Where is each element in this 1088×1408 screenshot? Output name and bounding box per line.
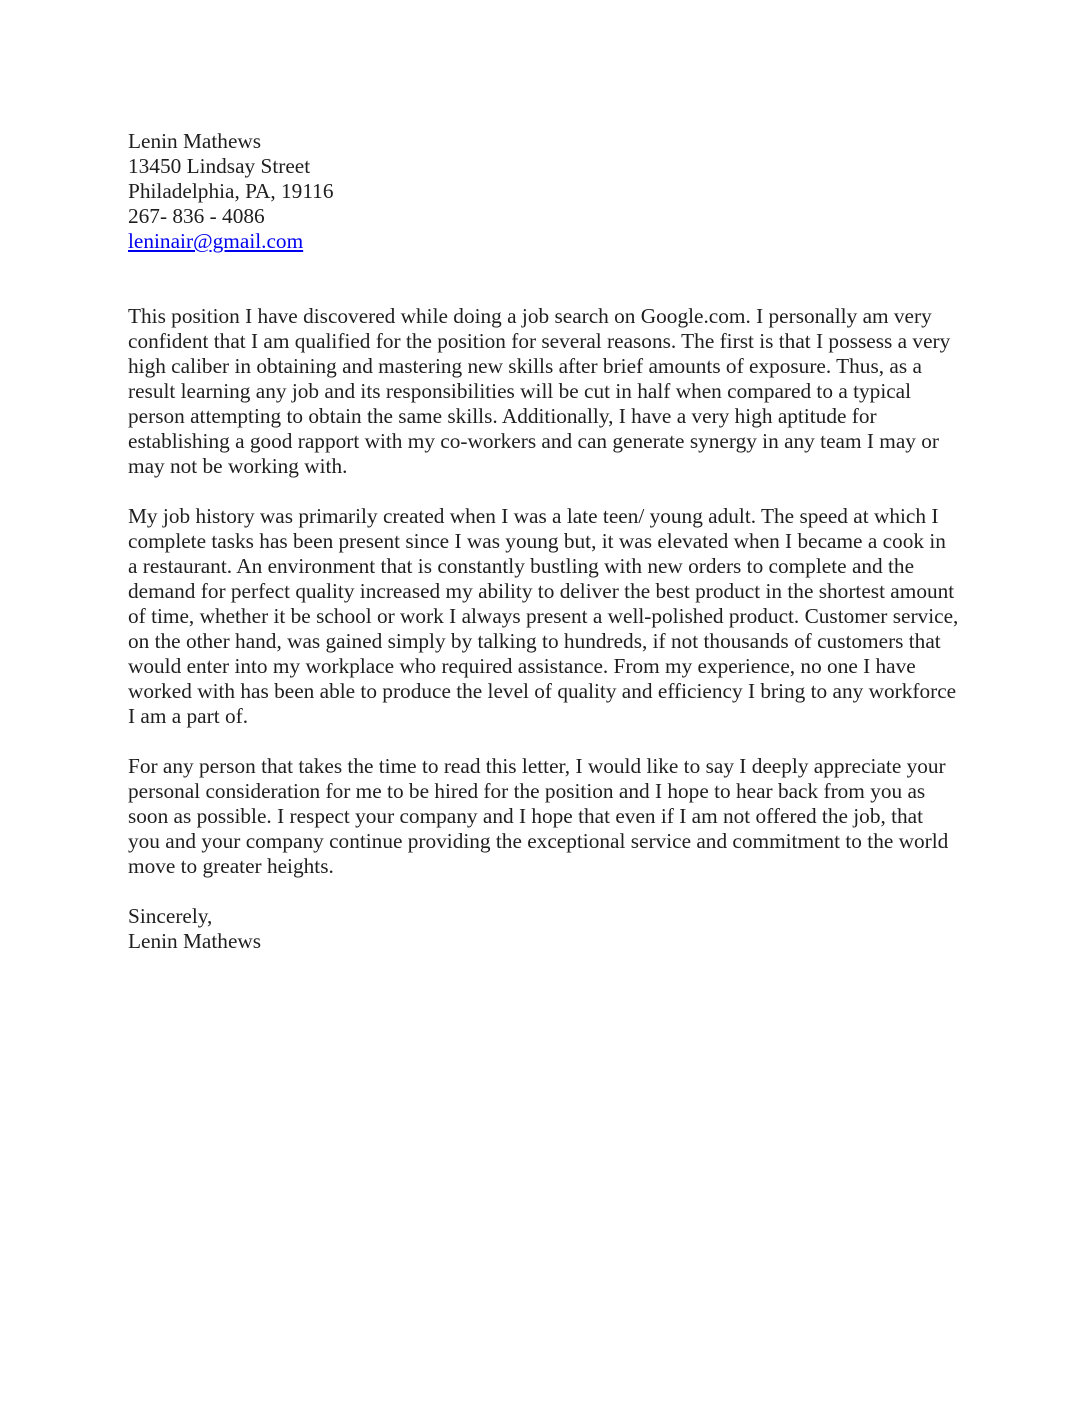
sender-contact-block [128,129,960,254]
sender-city-state-zip: Philadelphia, PA, 19116 [128,179,334,203]
body-paragraph-1: This position I have discovered while doing a job search on Google.com. I personally am very confident that I am qualified for the position for several reasons. The first is that I possess a very high caliber in obtaining and mastering new skills after brief amounts of exposure. Thus, as a result learning any job and its responsibilities will be cut in half when compared to a typical person attempting to obtain the same skills. Additionally, I have a very high aptitude for establishing a good rapport with my co-workers and can generate synergy in any team I may or may not be working with. [128,304,951,478]
closing-salutation: Sincerely, [128,904,213,928]
body-paragraph-3: For any person that takes the time to read this letter, I would like to say I deeply appreciate your personal consideration for me to be hired for the position and I hope to hear back from you as soon as possible. I respect your company and I hope that even if I am not offered the job, that you and your company continue providing the exceptional service and commitment to the world move to greater heights. [128,754,949,878]
sender-phone: 267- 836 - 4086 [128,204,265,228]
closing-block [128,904,960,954]
sender-email-link[interactable]: leninair@gmail.com [128,229,304,253]
body-paragraph-2: My job history was primarily created when I was a late teen/ young adult. The speed at which I complete tasks has been present since I was young but, it was elevated when I became a cook in a restaurant. An environment that is constantly bustling with new orders to complete and the demand for perfect quality increased my ability to deliver the best product in the shortest amount of time, whether it be school or work I always present a well-polished product. Customer service, on the other hand, was gained simply by talking to hundreds, if not thousands of customers that would enter into my workplace who required assistance. From my experience, no one I have worked with has been able to produce the level of quality and efficiency I bring to any workforce I am a part of. [128,504,959,728]
sender-street: 13450 Lindsay Street [128,154,311,178]
sender-name: Lenin Mathews [128,129,262,153]
closing-signature-name: Lenin Mathews [128,929,262,953]
